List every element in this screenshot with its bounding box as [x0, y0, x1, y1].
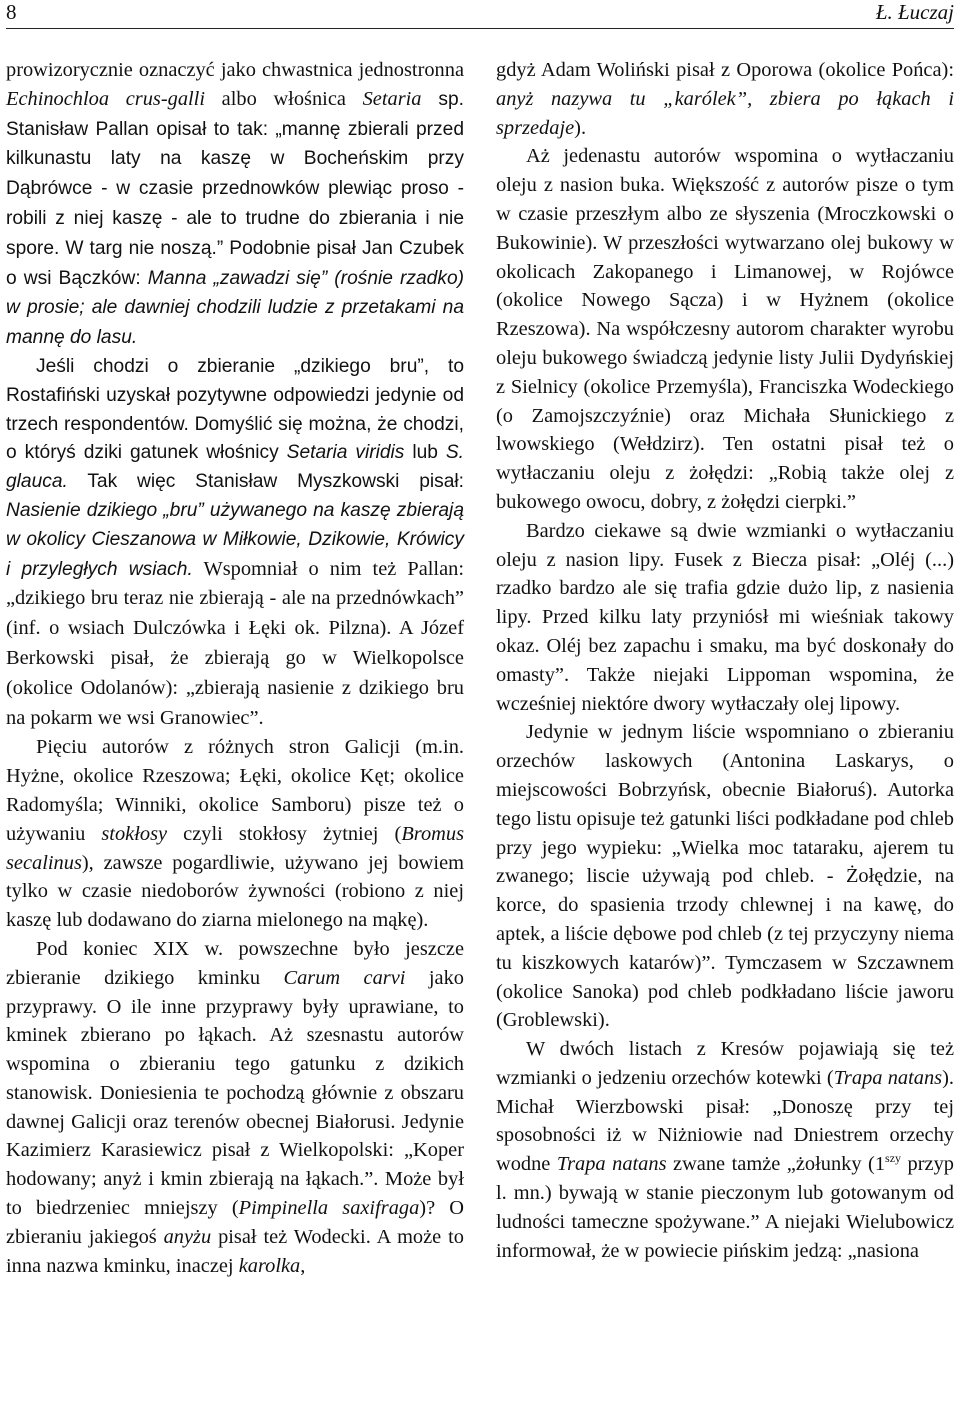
- species-name: stokłosy: [101, 822, 168, 845]
- paragraph: [6, 353, 464, 733]
- quote-italic: anyż nazywa tu „karólek”, zbiera po łąkach i sprzedaje: [496, 87, 954, 139]
- species-name: Bromus secalinus: [6, 822, 465, 874]
- text-run: Jeśli chodzi o zbieranie „dzikiego bru”, to Rostafiński uzyskał pozytywne odpowiedzi jedynie od trzech respondentów. Domyślić się można, że chodzi, o któryś dziki gatunek włośnicy: [6, 355, 464, 464]
- text-run: Pod koniec XIX w. powszechne było jeszcze zbieranie dzikiego kminku: [6, 937, 464, 989]
- quote-italic: Manna „zawadzi się” (rośnie rzadko) w prosie; ale dawniej chodzili ludzie z przetakami na mannę do lasu.: [6, 267, 464, 349]
- species-name: S. glauca.: [6, 442, 464, 493]
- text-run: przyp l. mn.) bywają w stanie pieczonym lub gotowanym od ludności tameczne spożywane.” A niejaki Wielubowicz informował, że w powiecie pińskim jedzą: „nasiona: [496, 1153, 954, 1262]
- paragraph: [6, 56, 464, 353]
- text-run: Pięciu autorów z różnych stron Galicji (m.in. Hyżne, okolice Rzeszowa; Łęki, okolice Kęt; okolice Radomyśla; Winniki, okolice Samboru) pisze też o używaniu: [6, 736, 464, 845]
- paragraph: Aż jedenastu autorów wspomina o wytłaczaniu oleju z nasion buka. Większość z autorów pisze o tym w czasie przeszłym albo ze słyszenia (Mroczkowski o Bukowinie). W przeszłości wytwarzano olej bukowy w okolicach Zakopanego i Limanowej, w Rojówce (okolice Nowego Sącza) i w Hyżnem (okolice Rzeszowa). Na współczesny autorom charakter wyrobu oleju bukowego świadczą jedynie listy Julii Dydyńskiej z Sielnicy (okolice Przemyśla), Franciszka Wodeckiego (o Zamojszczyźnie) oraz Michała Słunickiego z lwowskiego (Wełdzirz). Ten ostatni pisał też o wytłaczaniu oleju z żołędzi: „Robią także olej z bukowego owocu, dobry, z żołędzi cierpki.”: [496, 145, 954, 513]
- text-run: gdyż Adam Woliński pisał z Oporowa (okolice Pońca):: [496, 59, 954, 81]
- running-author: Ł. Łuczaj: [875, 0, 954, 24]
- paragraph: [496, 1035, 954, 1265]
- species-name: Setaria viridis: [286, 442, 405, 464]
- paragraph: Jedynie w jednym liście wspomniano o zbieraniu orzechów laskowych (Antonina Laskarys, o miejscowości Bobrzyńsk, obecnie Białoruś). Autorka tego listu opisuje też gatunki liści podkładane pod chleb przy jego wypieku: „Wielka moc tataraku, ajerem tu zwanego; liscie używają pod chleb. - Żołędzie, na korce, do spasienia trzody chlewnej i na kawę, do aptek, a liście dębowe pod chleb (z tej przyczyny niema tu kiszkowych katarów)”. Tymczasem w Szczawnem (okolice Sanoka) pod chleb podkładano liście jaworu (Groblewski).: [496, 721, 954, 1032]
- species-name: Pimpinella saxifraga: [238, 1197, 420, 1220]
- text-run: zwane tamże „żołunky (1: [666, 1153, 886, 1176]
- quote-italic: Nasienie dzikiego „bru” używanego na kaszę zbierają w okolicy Cieszanowa w Miłkowie, Dzikowie, Krówicy i przyległych wsiach.: [6, 499, 464, 580]
- paragraph: [6, 733, 464, 935]
- text-run: lub: [404, 442, 446, 464]
- page-number: 8: [6, 0, 17, 24]
- text-run: albo włośnica: [205, 87, 363, 110]
- paragraph: [6, 935, 464, 1281]
- text-run: ).: [574, 116, 587, 139]
- right-column: [496, 56, 954, 1265]
- species-name: Setaria: [362, 87, 422, 110]
- text-run: sp. Stanisław Pallan opisał to tak: „mannę zbierali przed kilkunastu laty na kaszę w Bocheńskim przy Dąbrówce - w czasie przednowków plewiąc proso - robili z niej kaszę - ale to trudne do zbierania i nie spore. W targ nie noszą.” Podobnie pisał Jan Czubek o wsi Bączków:: [6, 88, 464, 289]
- text-run: prowizorycznie oznaczyć jako chwastnica jednostronna: [6, 59, 464, 81]
- text-run: pisał też Wodecki. A może to inna nazwa kminku, inaczej: [6, 1225, 464, 1277]
- text-run: ,: [300, 1254, 306, 1277]
- species-name: Trapa natans: [833, 1066, 943, 1089]
- left-column: [6, 56, 464, 1280]
- species-name: karolka: [238, 1254, 301, 1277]
- paragraph: Bardzo ciekawe są dwie wzmianki o wytłaczaniu oleju z nasion lipy. Fusek z Biecza pisał: „Oléj (...) rzadko bardzo ale się trafia gdzie dużo lip, z nasienia lipy. Przed kilku laty przyniósł mi wieśniak takowy okaz. Oléj bez zapachu i smaku, ma być doskonały do omasty”. Także niejaki Lippoman wspomina, że wcześniej niektóre dwory wytłaczały olej lipowy.: [496, 519, 954, 715]
- species-name: Echinochloa crus-galli: [6, 87, 206, 110]
- text-run: Wspomniał o nim też Pallan: „dzikiego bru teraz nie zbierają - ale na przednówkach” (inf. o wsiach Dulczówka i Łęki ok. Pilzna). A Józef Berkowski pisał, że zbierają go w Wielkopolsce (okolice Odolanów): „zbierają nasienie z dzikiego bru na pokarm we wsi Granowiec”.: [6, 557, 464, 729]
- paragraph: [496, 56, 954, 142]
- text-run: )? O zbieraniu jakiegoś: [6, 1197, 464, 1248]
- species-name: Trapa natans: [556, 1153, 667, 1176]
- superscript: szy: [885, 1151, 902, 1166]
- text-run: W dwóch listach z Kresów pojawiają się też wzmianki o jedzeniu orzechów kotewki (: [496, 1038, 954, 1089]
- text-run: ), zawsze pogardliwie, używano jej bowiem tylko w czasie niedoborów żywności (robiono z niej kaszę lub dodawano do ziarna mielonego na mąkę).: [6, 851, 464, 932]
- species-name: Carum carvi: [283, 966, 406, 989]
- text-run: ). Michał Wierzbowski pisał: „Donoszę przy tej sposobności iż w Niżniowie nad Dniestrem orzechy wodne: [496, 1066, 954, 1176]
- text-run: jako przyprawy. O ile inne przyprawy były uprawiane, to kminek zbierano po łąkach. Aż szesnastu autorów wspomina o zbieraniu tego gatunku z dzikich stanowisk. Doniesienia te pochodzą głównie z obszaru dawnej Galicji oraz terenów obecnej Białorusi. Jedynie Kazimierz Karasiewicz pisał z Wielkopolski: „Koper hodowany; anyż i kmin zbierają na łąkach.”. Może był to biedrzeniec mniejszy (: [6, 966, 464, 1220]
- text-run: czyli stokłosy żytniej (: [167, 822, 402, 845]
- text-run: Tak więc Stanisław Myszkowski pisał:: [67, 471, 464, 493]
- species-name: anyżu: [163, 1225, 212, 1248]
- page-header: [6, 0, 954, 29]
